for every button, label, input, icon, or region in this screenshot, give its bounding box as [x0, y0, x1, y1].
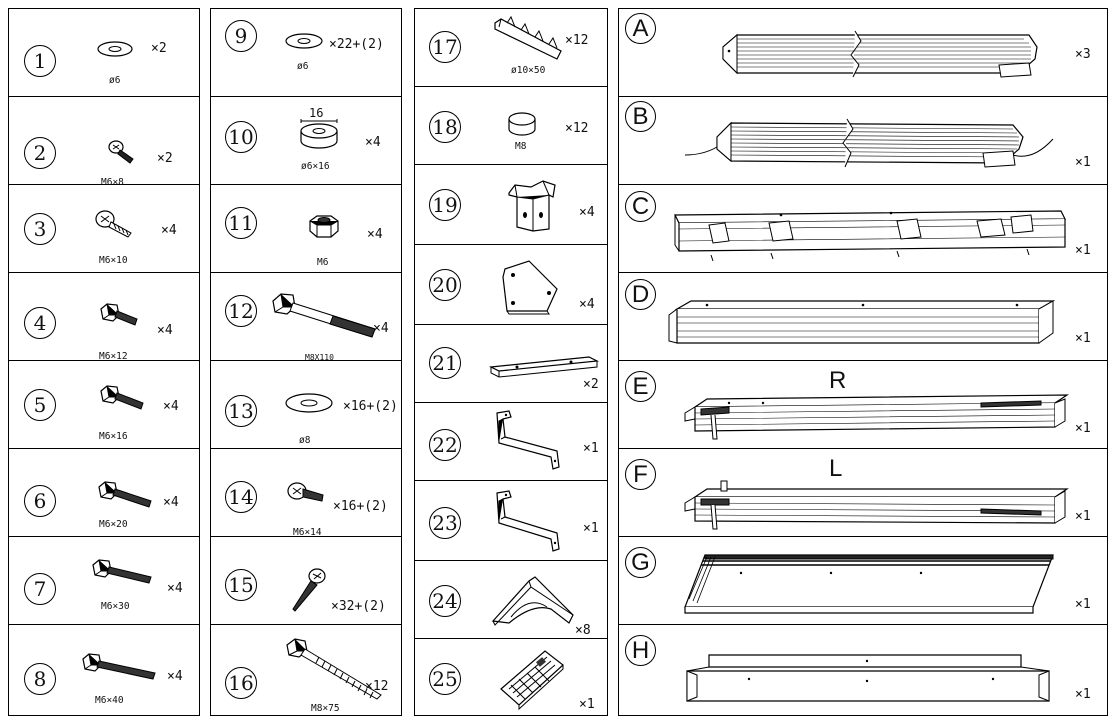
part-letter: H: [625, 635, 656, 666]
hardware-item-21: [415, 325, 607, 403]
item-number: 9: [225, 20, 257, 52]
item-number: 23: [429, 507, 461, 539]
item-size: M6: [317, 257, 329, 268]
hardware-item-8: [9, 625, 199, 715]
part-letter: B: [625, 101, 656, 132]
part-C: [619, 185, 1107, 273]
part-letter: C: [625, 191, 656, 222]
hanger-icon: [491, 409, 571, 473]
end-tray-icon: [681, 641, 1061, 707]
flat-washer-icon: [283, 31, 325, 51]
bracket-icon: [503, 175, 561, 235]
side-label: R: [829, 367, 847, 394]
item-quantity: ×4: [373, 321, 389, 336]
hardware-item-22: [415, 403, 607, 481]
item-quantity: ×4: [167, 669, 183, 684]
wood-screw-icon: [287, 567, 327, 615]
item-size: ø10×50: [511, 65, 546, 76]
item-number: 24: [429, 585, 461, 617]
item-number: 13: [225, 395, 257, 427]
long-bolt-icon: [271, 291, 381, 343]
phillips-screw-icon: [107, 139, 141, 165]
item-number: 22: [429, 429, 461, 461]
hardware-item-10: [211, 97, 401, 185]
item-quantity: ×4: [365, 135, 381, 150]
item-number: 20: [429, 269, 461, 301]
louvre-panel-icon: [681, 549, 1061, 619]
part-quantity: ×1: [1075, 331, 1091, 346]
item-number: 15: [225, 569, 257, 601]
item-quantity: ×1: [583, 441, 599, 456]
item-size: M8: [515, 141, 527, 152]
item-quantity: ×4: [579, 297, 595, 312]
part-quantity: ×1: [1075, 509, 1091, 524]
hardware-column-2: [210, 8, 402, 716]
item-quantity: ×8: [575, 623, 591, 638]
item-quantity: ×4: [157, 323, 173, 338]
item-quantity: ×4: [167, 581, 183, 596]
part-quantity: ×3: [1075, 47, 1091, 62]
hardware-item-14: [211, 449, 401, 537]
corner-brace-icon: [489, 573, 579, 631]
item-number: 8: [24, 663, 56, 695]
part-H: [619, 625, 1107, 715]
hex-bolt-icon: [99, 301, 143, 331]
item-size: M6×40: [95, 695, 124, 706]
part-letter: A: [625, 13, 656, 44]
hanger-icon: [491, 489, 571, 555]
item-size: ø8: [299, 435, 311, 446]
item-size: M6×12: [99, 351, 128, 362]
item-quantity: ×12: [565, 33, 589, 48]
hardware-column-3: [414, 8, 608, 716]
item-size: ø6: [297, 61, 309, 72]
phillips-screw-icon: [95, 209, 139, 239]
part-G: [619, 537, 1107, 625]
spacer-dimension: 16: [309, 106, 324, 120]
item-size: M8X110: [305, 353, 334, 362]
hardware-item-9: [211, 9, 401, 97]
item-quantity: ×4: [367, 227, 383, 242]
part-quantity: ×1: [1075, 243, 1091, 258]
item-size: M8×75: [311, 703, 340, 714]
hardware-item-19: [415, 165, 607, 245]
item-number: 10: [225, 121, 257, 153]
item-number: 11: [225, 207, 257, 239]
item-number: 2: [24, 137, 56, 169]
hardware-item-16: [211, 625, 401, 715]
cap-icon: [507, 109, 537, 137]
hardware-item-13: [211, 361, 401, 449]
item-number: 18: [429, 111, 461, 143]
item-quantity: ×12: [565, 121, 589, 136]
item-quantity: ×22+(2): [329, 37, 384, 52]
hardware-item-18: [415, 87, 607, 165]
item-size: M6×10: [99, 255, 128, 266]
part-letter: D: [625, 279, 656, 310]
item-quantity: ×4: [163, 399, 179, 414]
hardware-item-20: [415, 245, 607, 325]
hardware-item-12: [211, 273, 401, 361]
item-size: ø6×16: [301, 161, 330, 172]
item-number: 12: [225, 295, 257, 327]
hex-bolt-icon: [91, 557, 155, 587]
frame-rail-icon: [671, 205, 1071, 267]
part-quantity: ×1: [1075, 597, 1091, 612]
side-rail-icon: [681, 481, 1071, 533]
part-letter: F: [625, 459, 656, 490]
hardware-item-3: [9, 185, 199, 273]
item-number: 4: [24, 307, 56, 339]
item-number: 5: [24, 389, 56, 421]
part-E: [619, 361, 1107, 449]
hardware-item-23: [415, 481, 607, 561]
hardware-item-24: [415, 561, 607, 639]
item-size: M6×16: [99, 431, 128, 442]
hex-bolt-icon: [81, 651, 159, 683]
item-number: 21: [429, 347, 461, 379]
item-number: 6: [24, 485, 56, 517]
hardware-item-11: [211, 185, 401, 273]
item-quantity: ×1: [583, 521, 599, 536]
item-quantity: ×16+(2): [343, 399, 398, 414]
item-number: 25: [429, 663, 461, 695]
side-label: L: [829, 455, 843, 482]
part-letter: E: [625, 371, 656, 402]
hex-nut-icon: [307, 213, 341, 241]
item-quantity: ×2: [151, 41, 167, 56]
hardware-column-1: [8, 8, 200, 716]
hardware-item-25: [415, 639, 607, 715]
remote-icon: [497, 645, 569, 711]
hardware-item-6: [9, 449, 199, 537]
hardware-item-1: [9, 9, 199, 97]
part-F: [619, 449, 1107, 537]
item-quantity: ×12: [365, 679, 389, 694]
item-number: 17: [429, 31, 461, 63]
item-size: M6×14: [293, 527, 322, 538]
channel-rail-icon: [667, 297, 1063, 351]
flat-washer-icon: [95, 39, 135, 59]
phillips-screw-icon: [287, 481, 327, 509]
part-A: [619, 9, 1107, 97]
item-number: 3: [24, 213, 56, 245]
strip-icon: [489, 353, 601, 379]
hardware-item-5: [9, 361, 199, 449]
hex-bolt-icon: [97, 479, 155, 509]
hardware-item-2: [9, 97, 199, 188]
item-quantity: ×4: [163, 495, 179, 510]
heater-beam-icon: [719, 29, 1039, 79]
item-number: 1: [24, 45, 56, 77]
hardware-item-7: [9, 537, 199, 625]
hardware-item-4: [9, 273, 199, 361]
item-quantity: ×2: [583, 377, 599, 392]
item-number: 16: [225, 667, 257, 699]
item-size: M6×8: [101, 177, 124, 188]
part-D: [619, 273, 1107, 361]
item-size: M6×30: [101, 601, 130, 612]
wall-anchor-icon: [491, 15, 571, 65]
item-quantity: ×4: [579, 205, 595, 220]
item-size: M6×20: [99, 519, 128, 530]
part-B: [619, 97, 1107, 185]
plate-icon: [499, 257, 561, 317]
side-rail-icon: [681, 391, 1071, 443]
spacer-icon: [297, 117, 343, 155]
item-number: 19: [429, 189, 461, 221]
heater-beam-cable-icon: [683, 115, 1063, 171]
part-quantity: ×1: [1075, 421, 1091, 436]
item-quantity: ×1: [579, 697, 595, 712]
item-quantity: ×2: [157, 151, 173, 166]
item-quantity: ×32+(2): [331, 599, 386, 614]
item-number: 14: [225, 481, 257, 513]
hex-bolt-icon: [99, 383, 149, 413]
hardware-item-15: [211, 537, 401, 625]
item-quantity: ×4: [161, 223, 177, 238]
part-letter: G: [625, 547, 656, 578]
part-quantity: ×1: [1075, 155, 1091, 170]
item-number: 7: [24, 573, 56, 605]
part-quantity: ×1: [1075, 687, 1091, 702]
flat-washer-icon: [283, 391, 335, 415]
item-quantity: ×16+(2): [333, 499, 388, 514]
hardware-item-17: [415, 9, 607, 87]
parts-column: [618, 8, 1108, 716]
item-size: ø6: [109, 75, 121, 86]
